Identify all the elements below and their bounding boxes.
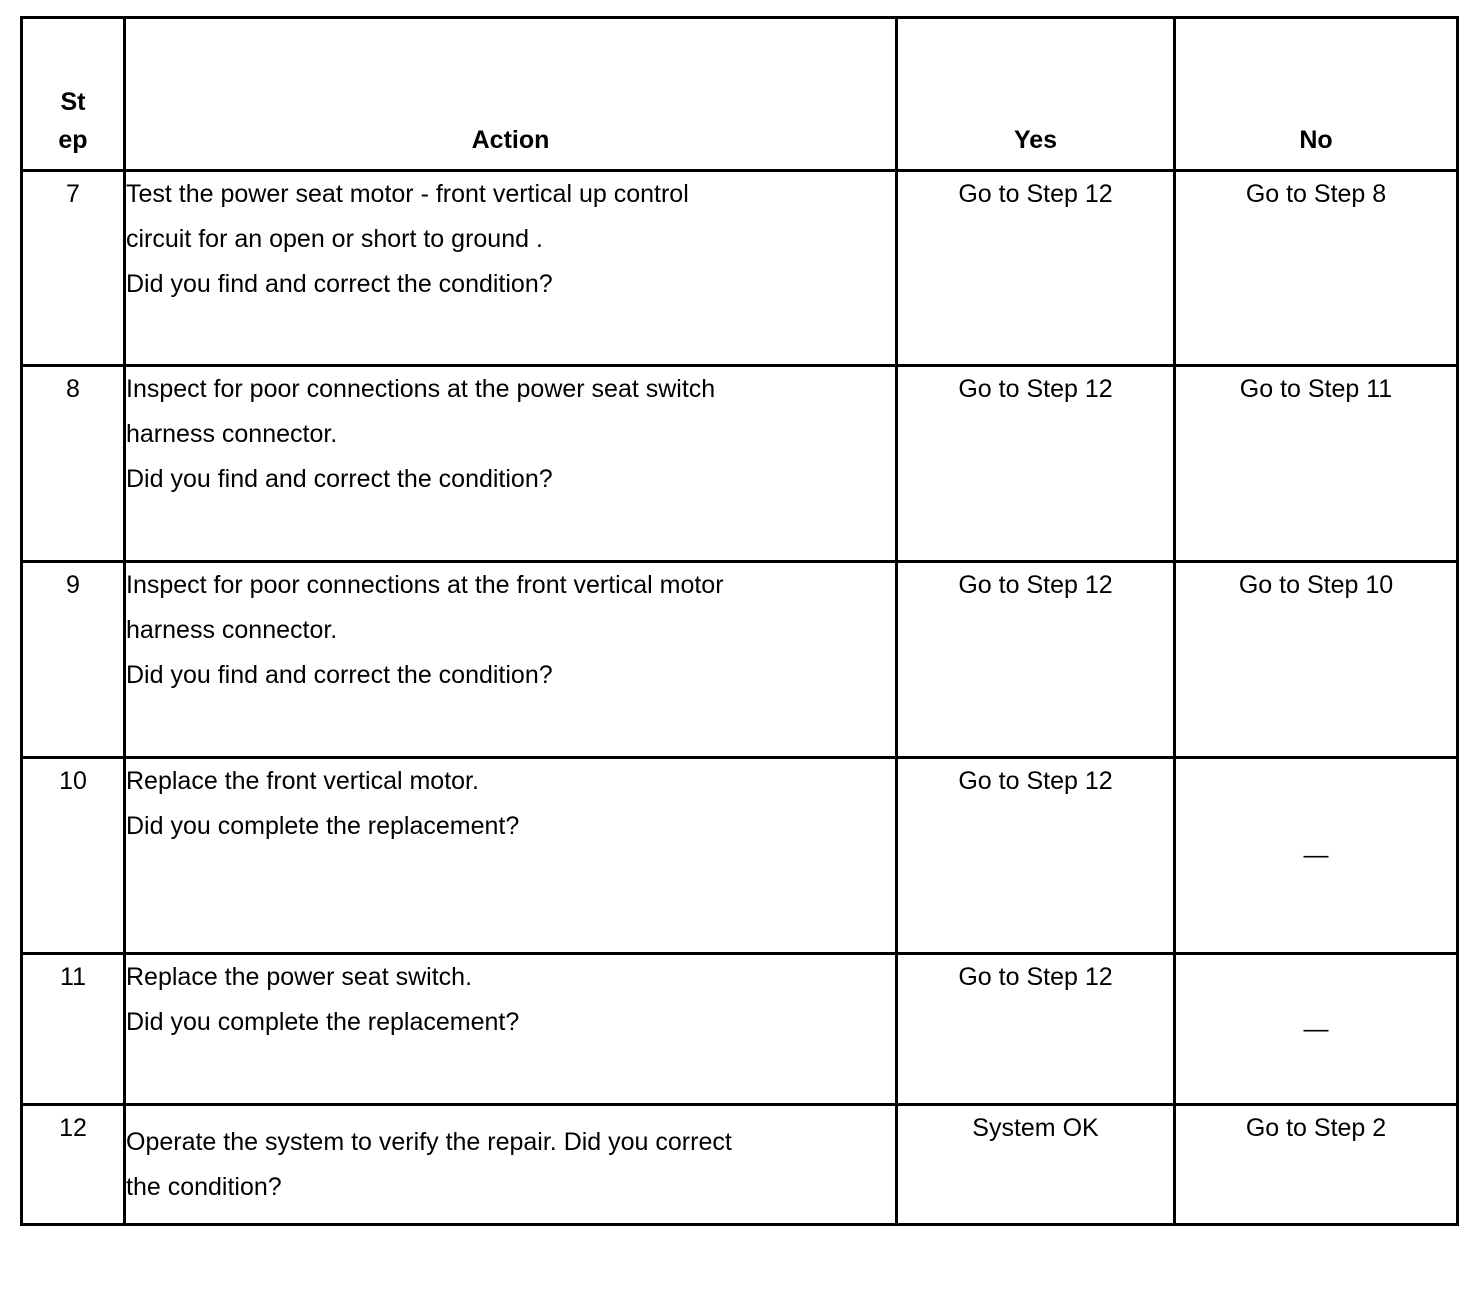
action-text: Did you find and correct the condition? bbox=[126, 661, 553, 689]
action-text: Replace the front vertical motor. bbox=[126, 767, 479, 795]
no-result: — bbox=[1175, 758, 1458, 954]
no-result: Go to Step 10 bbox=[1175, 562, 1458, 758]
action-cell bbox=[125, 171, 897, 366]
step-number: 9 bbox=[22, 562, 125, 758]
table-row bbox=[22, 171, 1458, 366]
no-column-header: No bbox=[1175, 18, 1458, 171]
action-text: the condition? bbox=[126, 1173, 282, 1201]
action-text: Inspect for poor connections at the power seat switch bbox=[126, 375, 716, 403]
action-text: harness connector. bbox=[126, 616, 338, 644]
action-cell bbox=[125, 758, 897, 954]
no-result: — bbox=[1175, 954, 1458, 1105]
step-number: 10 bbox=[22, 758, 125, 954]
action-cell bbox=[125, 1105, 897, 1225]
action-text: Did you complete the replacement? bbox=[126, 812, 520, 840]
action-text: Did you find and correct the condition? bbox=[126, 270, 553, 298]
action-text: Did you complete the replacement? bbox=[126, 1008, 520, 1036]
yes-result: Go to Step 12 bbox=[897, 954, 1175, 1105]
action-text: circuit for an open or short to ground . bbox=[126, 225, 543, 253]
table-row bbox=[22, 758, 1458, 954]
step-header-line-1: St bbox=[60, 88, 86, 116]
yes-result: Go to Step 12 bbox=[897, 758, 1175, 954]
yes-column-header: Yes bbox=[897, 18, 1175, 171]
no-result: Go to Step 2 bbox=[1175, 1105, 1458, 1225]
action-text: Did you find and correct the condition? bbox=[126, 465, 553, 493]
step-column-header bbox=[22, 18, 125, 171]
action-text: Replace the power seat switch. bbox=[126, 963, 473, 991]
action-text: Test the power seat motor - front vertical up control bbox=[126, 180, 689, 208]
action-cell bbox=[125, 562, 897, 758]
step-number: 12 bbox=[22, 1105, 125, 1225]
table-row bbox=[22, 1105, 1458, 1225]
action-text: Operate the system to verify the repair. Did you correct bbox=[126, 1128, 732, 1156]
action-cell bbox=[125, 954, 897, 1105]
yes-result: Go to Step 12 bbox=[897, 366, 1175, 562]
yes-result: Go to Step 12 bbox=[897, 171, 1175, 366]
table-row bbox=[22, 562, 1458, 758]
action-column-header: Action bbox=[125, 18, 897, 171]
step-header-line-2: ep bbox=[58, 126, 88, 154]
step-number: 11 bbox=[22, 954, 125, 1105]
header-row bbox=[22, 18, 1458, 171]
step-number: 8 bbox=[22, 366, 125, 562]
step-number: 7 bbox=[22, 171, 125, 366]
table-row bbox=[22, 366, 1458, 562]
yes-result: System OK bbox=[897, 1105, 1175, 1225]
yes-result: Go to Step 12 bbox=[897, 562, 1175, 758]
action-cell bbox=[125, 366, 897, 562]
action-text: Inspect for poor connections at the front vertical motor bbox=[126, 571, 724, 599]
no-result: Go to Step 8 bbox=[1175, 171, 1458, 366]
table-row bbox=[22, 954, 1458, 1105]
no-result: Go to Step 11 bbox=[1175, 366, 1458, 562]
action-text: harness connector. bbox=[126, 420, 338, 448]
diagnostic-table bbox=[20, 16, 1459, 1226]
